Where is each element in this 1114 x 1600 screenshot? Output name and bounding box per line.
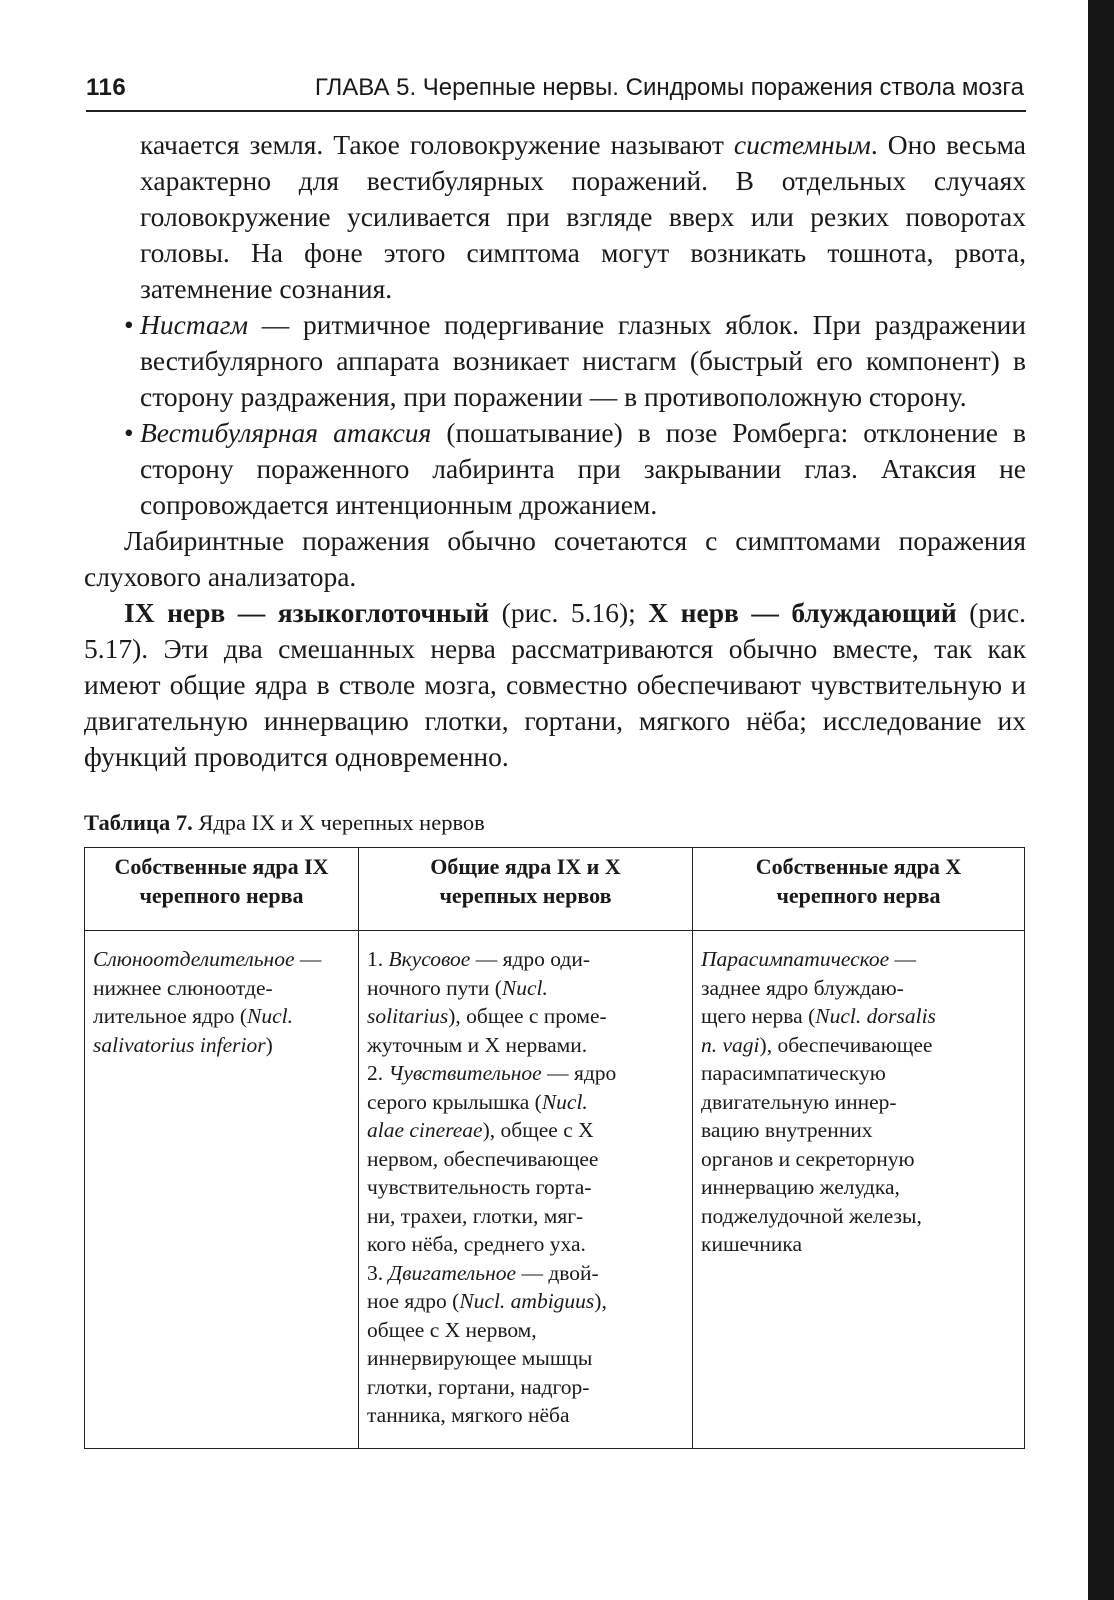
italic-term: Слюноотделительное: [93, 947, 295, 971]
header-line: черепного нерва: [776, 883, 941, 908]
cell-line: [367, 1287, 684, 1316]
cell-line: нервом, обеспечивающее: [367, 1146, 599, 1171]
cell-line: [93, 1031, 350, 1060]
italic-latin: Nucl. dorsalis: [815, 1004, 936, 1028]
header-line: Собственные ядра X: [755, 854, 962, 879]
cell-line: [367, 1002, 684, 1031]
cell-line: [367, 974, 684, 1003]
cell-line: [701, 1002, 1016, 1031]
table-caption: [84, 810, 485, 836]
page-number: 116: [86, 74, 127, 101]
italic-latin: salivatorius inferior: [93, 1032, 266, 1057]
cell-line: [367, 945, 684, 974]
text-run: ное ядро (: [367, 1289, 460, 1313]
cell-line: чувствительность горта-: [367, 1175, 592, 1199]
italic-term: Двигательное: [388, 1260, 517, 1285]
bold-term: IX нерв — языкоглоточный: [124, 597, 490, 628]
cell-line: иннервирующее мышцы: [367, 1346, 593, 1370]
cell-line: кишечника: [701, 1232, 803, 1256]
italic-term: Чувствительное: [388, 1061, 542, 1085]
italic-latin: solitarius: [367, 1004, 449, 1028]
italic-latin: Nucl. ambiguus: [459, 1289, 595, 1313]
caption-text: Ядра IX и X черепных нервов: [192, 810, 485, 835]
italic-latin: n. vagi: [701, 1032, 760, 1057]
running-title: ГЛАВА 5. Черепные нервы. Синдромы поражения ствола мозга: [314, 74, 1024, 101]
cell-line: двигательную иннер-: [701, 1089, 897, 1114]
bullet-icon: •: [124, 417, 134, 448]
cell-line: [93, 945, 350, 974]
italic-latin: Nucl.: [541, 1089, 588, 1114]
paragraph-continued: [84, 127, 1026, 307]
text-run: —: [889, 947, 917, 971]
text-run: — двой-: [516, 1260, 599, 1285]
italic-term: системным: [733, 129, 871, 160]
text-run: (рис. 5.17). Эти два смешанных нерва рассматриваются обычно вместе, так как имеют общие ядра в стволе мозга, совместно обеспечивают чувствительную и двигательную иннервацию глотки, гортани, мягкого нёба; исследование их функций проводится одновременно.: [84, 597, 1026, 772]
text-run: —: [294, 947, 322, 971]
bullet-item-nystagmus: [84, 307, 1026, 415]
text-run: ), общее с проме-: [448, 1004, 607, 1028]
header-line: Общие ядра IX и X: [430, 854, 621, 879]
nuclei-table: [84, 847, 1025, 1449]
cell-line: [367, 1088, 684, 1117]
bold-term: X нерв — блуждающий: [648, 597, 957, 628]
table-row: [85, 931, 1025, 1449]
text-run: серого крылышка (: [367, 1089, 542, 1114]
text-run: ночного пути (: [367, 975, 502, 1000]
cell-line: глотки, гортани, надгор-: [367, 1374, 590, 1399]
caption-label: Таблица 7.: [84, 810, 193, 835]
text-run: щего нерва (: [701, 1004, 816, 1028]
header-line: черепных нервов: [439, 883, 612, 908]
bullet-icon: •: [124, 309, 134, 340]
text-run: ), общее с X: [482, 1118, 594, 1142]
text-run: ): [265, 1032, 273, 1057]
cell-line: кого нёба, среднего уха.: [367, 1232, 586, 1256]
italic-latin: Nucl.: [501, 975, 548, 1000]
header-line: Собственные ядра IX: [114, 854, 329, 879]
cell-line: заднее ядро блуждаю-: [701, 975, 904, 1000]
text-run: — ритмичное подергивание глазных яблок. При раздражении вестибулярного аппарата возникает нистагм (быстрый его компонент) в сторону раздражения, при поражении — в противоположную сторону.: [140, 309, 1026, 412]
cell-x-own: [693, 931, 1025, 1449]
cell-line: органов и секреторную: [701, 1146, 915, 1171]
cell-line: [701, 945, 1016, 974]
paragraph-labyrinth: Лабиринтные поражения обычно сочетаются с симптомами поражения слухового анализатора.: [84, 525, 1026, 592]
italic-latin: alae cinereae: [367, 1118, 483, 1142]
cell-line: [367, 1116, 684, 1145]
scan-edge-bar: [1088, 0, 1114, 1600]
bullet-item-ataxia: [84, 415, 1026, 523]
text-run: — ядро: [541, 1061, 617, 1085]
text-run: ), обеспечивающее: [759, 1032, 933, 1057]
cell-line: вацию внутренних: [701, 1118, 873, 1142]
header-cell-common: [359, 848, 693, 931]
text-run: — ядро оди-: [470, 947, 591, 971]
cell-line: [367, 1059, 684, 1088]
text-run: качается земля. Такое головокружение называют: [140, 129, 734, 160]
italic-term: Вкусовое: [388, 947, 471, 971]
cell-line: иннервацию желудка,: [701, 1175, 900, 1199]
body-text: [84, 127, 1026, 775]
header-cell-x-own: [693, 848, 1025, 931]
cell-line: ни, трахеи, глотки, мяг-: [367, 1203, 584, 1228]
cell-line: нижнее слюноотде-: [93, 975, 273, 1000]
cell-line: [701, 1031, 1016, 1060]
paragraph-nerves-ix-x: [84, 595, 1026, 775]
cell-ix-own: [85, 931, 359, 1449]
cell-line: общее с X нервом,: [367, 1317, 537, 1342]
cell-line: парасимпатическую: [701, 1061, 886, 1085]
cell-line: [93, 1002, 350, 1031]
text-run: (пошатывание) в позе Ромберга: отклонение в сторону пораженного лабиринта при закрывании глаз. Атаксия не сопровождается интенционным дрожанием.: [140, 417, 1026, 520]
cell-line: [367, 1259, 684, 1288]
italic-term: Нистагм: [140, 309, 249, 340]
cell-common: [359, 931, 693, 1449]
text-run: лительное ядро (: [93, 1004, 248, 1028]
cell-line: танника, мягкого нёба: [367, 1403, 570, 1427]
item-number: 2.: [367, 1061, 389, 1085]
italic-latin: Nucl.: [247, 1004, 293, 1028]
page-header: [86, 70, 1026, 112]
item-number: 1.: [367, 947, 389, 971]
header-cell-ix-own: [85, 848, 359, 931]
table-header-row: [85, 848, 1025, 931]
item-number: 3.: [367, 1260, 389, 1285]
cell-line: поджелудочной железы,: [701, 1203, 922, 1228]
header-line: черепного нерва: [139, 883, 304, 908]
text-run: ),: [594, 1289, 607, 1313]
italic-term: Парасимпатическое: [701, 947, 890, 971]
text-run: . Оно весьма характерно для вестибулярных поражений. В отдельных случаях головокружение усиливается при взгляде вверх или резких поворотах головы. На фоне этого симптома могут возникать тошнота, рвота, затемнение сознания.: [140, 129, 1026, 304]
cell-line: жуточным и X нервами.: [367, 1032, 588, 1057]
italic-term: Вестибулярная атаксия: [140, 417, 432, 448]
text-run: (рис. 5.16);: [489, 597, 649, 628]
